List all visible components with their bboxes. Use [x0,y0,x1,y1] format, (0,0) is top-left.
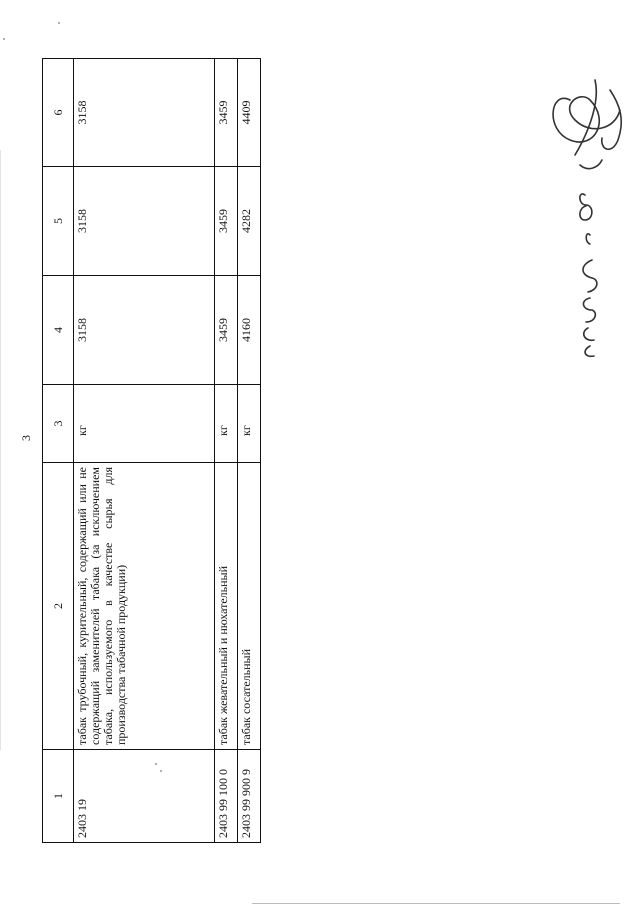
value-cell: 3459 [215,167,238,276]
value-cell: 3158 [74,167,215,276]
name-cell: табак жевательный и нюхательный [215,463,238,750]
scan-speck [155,763,157,765]
name-cell: табак трубочный, курительный, содержащий или не содержащий заменителей табака (за исключением табака, используемого в качестве сырья для производства табачной продукции) [74,463,215,750]
page-number: 3 [19,435,33,441]
header-cell: 4 [43,276,74,385]
handwritten-signature [540,60,640,360]
table-row [74,59,215,843]
table-row [238,59,261,843]
header-cell: 6 [43,59,74,167]
unit-cell: кг [215,385,238,463]
scan-edge [252,903,620,904]
code-cell: 2403 99 900 9 [238,750,261,843]
unit-cell: кг [238,385,261,463]
header-cell: 5 [43,167,74,276]
value-cell: 3459 [215,276,238,385]
header-cell: 3 [43,385,74,463]
table-header-row [43,59,74,843]
scan-edge [0,150,1,750]
name-cell: табак сосательный [238,463,261,750]
scan-speck [58,22,60,24]
value-cell: 4282 [238,167,261,276]
value-cell: 4160 [238,276,261,385]
code-cell: 2403 99 100 0 [215,750,238,843]
value-cell: 4409 [238,59,261,167]
tariff-table [42,58,261,843]
header-cell: 2 [43,463,74,750]
code-cell: 2403 19 [74,750,215,843]
value-cell: 3158 [74,276,215,385]
scan-speck [3,38,5,40]
header-cell: 1 [43,750,74,843]
unit-cell: кг [74,385,215,463]
scan-speck [160,770,162,772]
value-cell: 3158 [74,59,215,167]
table-row [215,59,238,843]
value-cell: 3459 [215,59,238,167]
